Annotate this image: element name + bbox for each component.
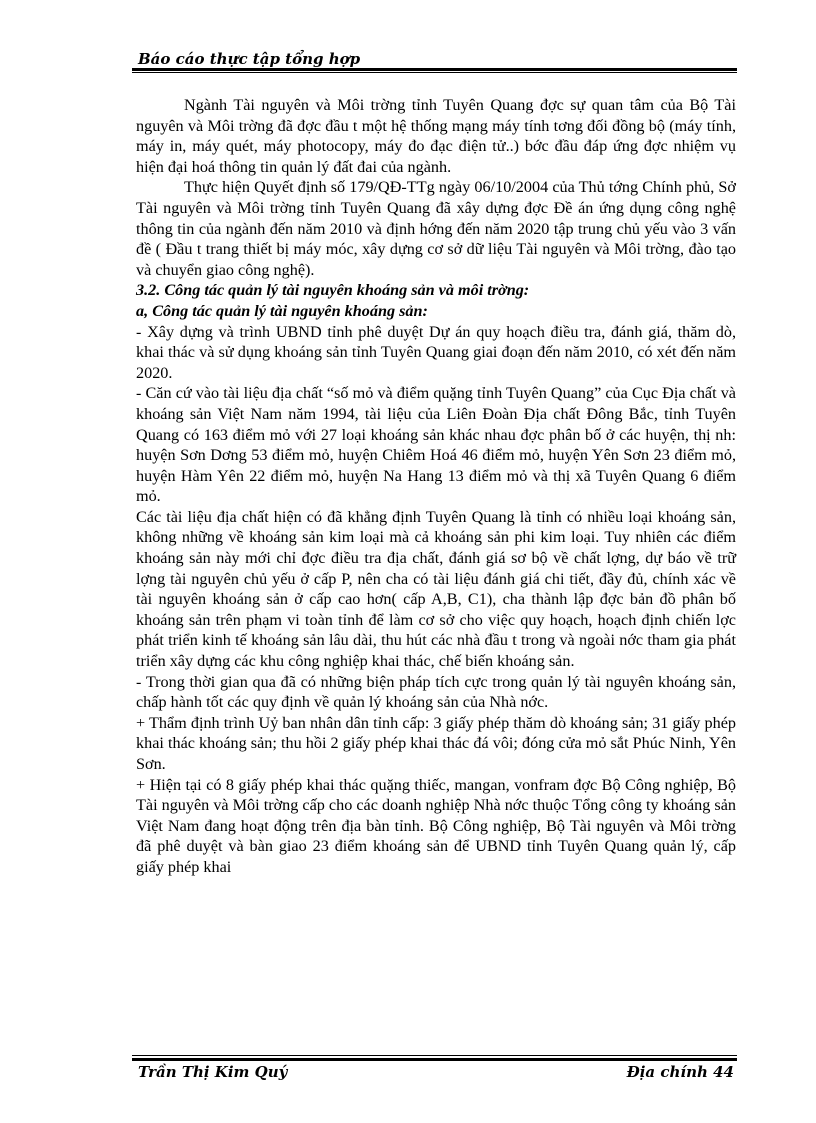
paragraph-permits: + Thẩm định trình Uỷ ban nhân dân tỉnh cấp: 3 giấy phép thăm dò khoáng sản; 31 giấy phép khai thác khoáng sản; thu hồi 2 giấy phép khai thác đá vôi; đóng cửa mỏ sắt Phúc Ninh, Yên Sơn. bbox=[136, 713, 736, 773]
footer-rule-thin bbox=[132, 1055, 737, 1056]
paragraph-mining-licenses: + Hiện tại có 8 giấy phép khai thác quặng thiếc, mangan, vonfram đợc Bộ Công nghiệp, Bộ Tài nguyên và Môi trờng cấp cho các doanh nghiệp Nhà nớc thuộc Tổng công ty khoáng sản Việt Nam đang hoạt động trên địa bàn tỉnh. Bộ Công nghiệp, Bộ Tài nguyên và Môi trờng đã phê duyệt và bàn giao 23 điểm khoáng sản để UBND tỉnh Tuyên Quang quản lý, cấp giấy phép khai bbox=[136, 775, 736, 876]
section-heading-3-2: 3.2. Công tác quản lý tài nguyên khoáng sản và môi trờng: bbox=[136, 281, 530, 300]
subsection-heading-a: a, Công tác quản lý tài nguyên khoáng sản: bbox=[136, 301, 428, 320]
paragraph-management-measures: - Trong thời gian qua đã có những biện pháp tích cực trong quản lý tài nguyên khoáng sản, chấp hành tốt các quy định về quản lý khoáng sản của Nhà nớc. bbox=[136, 672, 736, 712]
page-header-title: Báo cáo thực tập tổng hợp bbox=[138, 50, 361, 68]
footer-author: Trần Thị Kim Quý bbox=[138, 1063, 288, 1081]
paragraph-geology-data: - Căn cứ vào tài liệu địa chất “số mỏ và điểm quặng tỉnh Tuyên Quang” của Cục Địa chất và khoáng sản Việt Nam năm 1994, tài liệu của Liên Đoàn Địa chất Đông Bắc, tỉnh Tuyên Quang có 163 điểm mỏ với 27 loại khoáng sản khác nhau đợc phân bố ở các huyện, thị nh: huyện Sơn Dơng 53 điểm mỏ, huyện Chiêm Hoá 46 điểm mỏ, huyện Yên Sơn 23 điểm mỏ, huyện Hàm Yên 22 điểm mỏ, huyện Na Hang 13 điểm mỏ và thị xã Tuyên Quang 6 điểm mỏ. bbox=[136, 384, 736, 506]
footer-rule-thick bbox=[132, 1058, 737, 1061]
footer-class: Địa chính 44 bbox=[626, 1063, 734, 1081]
paragraph-it-decision: Thực hiện Quyết định số 179/QĐ-TTg ngày 06/10/2004 của Thủ tớng Chính phủ, Sở Tài nguyên và Môi trờng tỉnh Tuyên Quang đã xây dựng đợc Đề án ứng dụng công nghệ thông tin của ngành đến năm 2010 và định hớng đến năm 2020 tập trung chủ yếu vào 3 vấn đề ( Đầu t trang thiết bị máy móc, xây dựng cơ sở dữ liệu Tài nguyên và Môi trờng, đào tạo và chuyển giao công nghệ). bbox=[136, 178, 736, 279]
paragraph-it-equipment: Ngành Tài nguyên và Môi trờng tỉnh Tuyên Quang đợc sự quan tâm của Bộ Tài nguyên và Môi trờng đã đợc đầu t một hệ thống mạng máy tính tơng đối đồng bộ (máy tính, máy in, máy quét, máy photocopy, máy đo đạc điện tử..) bớc đầu đáp ứng đợc nhiệm vụ hiện đại hoá thông tin quản lý đất đai của ngành. bbox=[136, 96, 736, 176]
header-rule-thin bbox=[132, 72, 737, 73]
paragraph-mineral-assessment: Các tài liệu địa chất hiện có đã khẳng định Tuyên Quang là tỉnh có nhiều loại khoáng sản, không những về khoáng sản kim loại mà cả khoáng sản phi kim loại. Tuy nhiên các điểm khoáng sản này mới chỉ đợc điều tra địa chất, đánh giá sơ bộ về chất lợng, dự báo về trữ lợng tài nguyên chủ yếu ở cấp P, nên cha có tài liệu đánh giá chi tiết, đầy đủ, chính xác về tài nguyên khoáng sản ở cấp cao hơn( cấp A,B, C1), cha thành lập đợc bản đồ phân bố khoáng sản trên phạm vi toàn tỉnh để làm cơ sở cho việc quy hoạch, hoạch định chiến lợc phát triển kinh tế khoáng sản lâu dài, thu hút các nhà đầu t trong và ngoài nớc tham gia phát triển xây dựng các khu công nghiệp khai thác, chế biến khoáng sản. bbox=[136, 507, 736, 671]
header-rule-thick bbox=[132, 68, 737, 71]
paragraph-planning: - Xây dựng và trình UBND tỉnh phê duyệt Dự án quy hoạch điều tra, đánh giá, thăm dò, khai thác và sử dụng khoáng sản tỉnh Tuyên Quang giai đoạn đến năm 2010, có xét đến năm 2020. bbox=[136, 322, 736, 382]
document-body bbox=[136, 95, 736, 878]
